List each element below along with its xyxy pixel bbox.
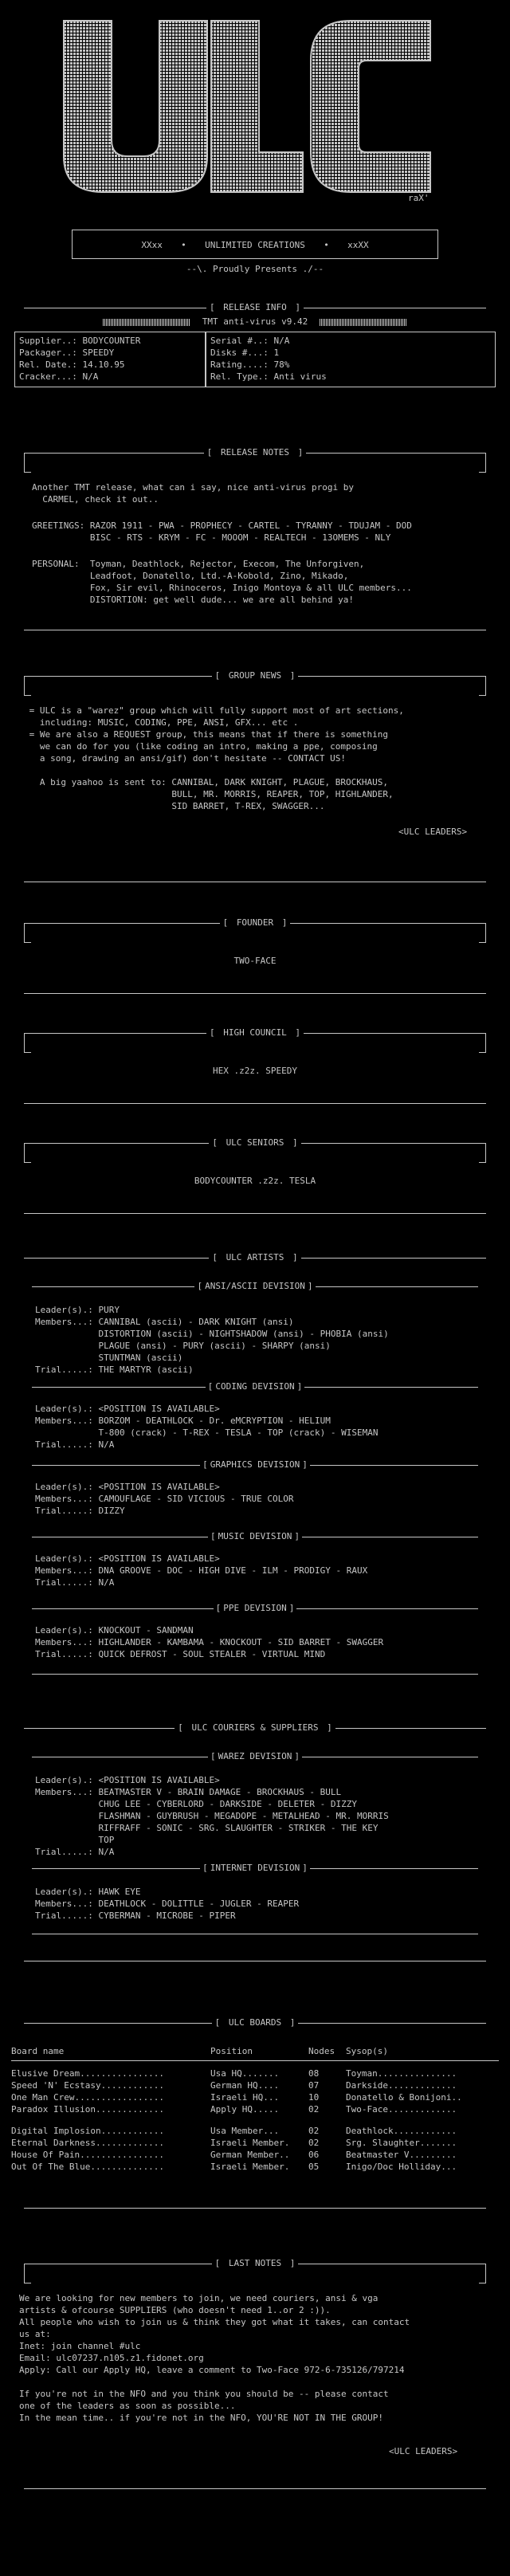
board-position: Apply HQ..... <box>210 2104 280 2115</box>
board-sysops: Donatello & Bonijoni.. <box>346 2092 462 2103</box>
board-nodes: 02 <box>308 2138 320 2148</box>
ppe-division-body: Leader(s).: KNOCKOUT - SANDMAN Members...: HIGHLANDER - KAMBAMA - KNOCKOUT - SID BARRET - SWAGGER Trial.....: QUICK DEFROST - SOUL STEALER - VIRTUAL MIND <box>35 1625 384 1659</box>
board-name: Out Of The Blue.............. <box>11 2162 165 2172</box>
artists-title: ULC ARTISTS <box>223 1252 288 1262</box>
board-sysops: Deathlock............ <box>346 2126 457 2136</box>
board-row <box>11 2125 499 2137</box>
warez-division-title: WAREZ DEVISION <box>216 1751 295 1761</box>
board-row <box>11 2149 499 2161</box>
board-row <box>11 2091 499 2103</box>
personal-greets: PERSONAL: Toyman, Deathlock, Rejector, Execom, The Unforgiven, Leadfoot, Donatello, Ltd.-A-Kobold, Zino, Mikado, Fox, Sir evil, Rhinoceros, Inigo Montoya & all ULC members... DISTORTION: get well dude... we are all behind ya! <box>32 559 412 605</box>
board-name: Speed 'N' Ecstasy............ <box>11 2080 165 2091</box>
logo-tag: raX' <box>408 193 430 203</box>
last-notes-title: LAST NOTES <box>226 2258 284 2268</box>
board-nodes: 02 <box>308 2126 320 2136</box>
board-nodes: 06 <box>308 2150 320 2160</box>
release-notes-title: RELEASE NOTES <box>218 447 292 457</box>
board-name: Paradox Illusion............. <box>11 2104 165 2115</box>
board-nodes: 07 <box>308 2080 320 2091</box>
board-sysops: Inigo/Doc Holliday... <box>346 2162 457 2172</box>
board-position: German HQ.... <box>210 2080 280 2091</box>
board-nodes: 10 <box>308 2092 320 2103</box>
boards-header-row <box>11 2045 499 2057</box>
header-board: Board name <box>11 2046 65 2056</box>
board-position: Israeli HQ... <box>210 2092 280 2103</box>
artists-section: [ ULC ARTISTS ] [ ANSI/ASCII DEVISION ] Leader(s).: PURY Members...: CANNIBAL (ascii) - DARK KNIGHT (ansi) DISTORTION (ascii) - NIGHTSHADOW (ansi) - PHOBIA (ansi) PLAGUE (ansi) - PURY (ascii) - SHARPY (ansi) STUNTMAN (ascii) Trial.....: THE MARTYR (ascii) [ CODING DEVISION ] Leader(s).: <POSITION IS AVAILABLE> Members...: BORZOM - DEATHLOCK - Dr. eMCRYPTION - HELIUM T-800 (crack) - T-REX - TESLA - TOP (crack) - WISEMAN Trial.....: N/A [ GRAPHICS DEVISION ] Leader(s).: <POSITION IS AVAILABLE> Members...: CAMOUFLAGE - SID VICIOUS - TRUE COLOR Trial.....: DIZZY [ MUSIC DEVISION ] Leader(s).: <POSITION IS AVAILABLE> Members...: DNA GROOVE - DOC - HIGH DIVE - ILM - PRODIGY - RAUX Trial.....: N/A [ PPE DEVISION ] Leader(s).: KNOCKOUT - SANDMAN Members...: HIGHLANDER - KAMBAMA - KNOCKOUT - SID BARRET - SWAGGER Trial.....: QUICK DEFROST - SOUL STEALER - VIRTUAL MIND <box>0 1251 510 1698</box>
presents-line: --\. Proudly Presents ./-- <box>186 264 324 274</box>
internet-division-title: INTERNET DEVISION <box>208 1863 303 1873</box>
board-name: House Of Pain................ <box>11 2150 165 2160</box>
last-notes-section: [ LAST NOTES ] We are looking for new members to join, we need couriers, ansi & vga artists & ofcourse SUPPLIERS (who doesn't need 1..or 2 :)). All people who wish to join us & think they got what it takes, can contact us at: Inet: join channel #ulc Email: ulc07237.n105.z1.fidonet.org Apply: Call our Apply HQ, leave a comment to Two-Face 972-6-735126/797214 If you're not in the NFO and you think you should be -- please contact one of the leaders as soon as possible... In the mean time.. if you're not in the NFO, YOU'RE NOT IN THE GROUP! <ULC LEADERS> <box>0 2257 510 2560</box>
board-position: Israeli Member. <box>210 2138 290 2148</box>
boards-group-members <box>11 2125 499 2173</box>
board-nodes: 05 <box>308 2162 320 2172</box>
boards-title: ULC BOARDS <box>226 2017 284 2028</box>
board-position: Israeli Member. <box>210 2162 290 2172</box>
founder-section: [ FOUNDER ] TWO-FACE <box>0 917 510 1004</box>
type-value: Anti virus <box>273 371 327 382</box>
release-info-title: RELEASE INFO <box>220 302 289 312</box>
release-notes-intro: Another TMT release, what can i say, nice anti-virus progi by CARMEL, check it out.. <box>32 482 354 505</box>
packager-value: SPEEDY <box>82 348 115 358</box>
board-sysops: Toyman............... <box>346 2068 457 2079</box>
coding-division-body: Leader(s).: <POSITION IS AVAILABLE> Members...: BORZOM - DEATHLOCK - Dr. eMCRYPTION - HELIUM T-800 (crack) - T-REX - TESLA - TOP (crack) - WISEMAN Trial.....: N/A <box>35 1404 379 1450</box>
group-news-sign: <ULC LEADERS> <box>398 827 468 837</box>
board-position: Usa HQ....... <box>210 2068 280 2079</box>
music-division-body: Leader(s).: <POSITION IS AVAILABLE> Members...: DNA GROOVE - DOC - HIGH DIVE - ILM - PRODIGY - RAUX Trial.....: N/A <box>35 1553 368 1588</box>
last-notes-body: We are looking for new members to join, we need couriers, ansi & vga artists & ofcourse SUPPLIERS (who doesn't need 1..or 2 :)). All people who wish to join us & think they got what it takes, can contact us at: Inet: join channel #ulc Email: ulc07237.n105.z1.fidonet.org Apply: Call our Apply HQ, leave a comment to Two-Face 972-6-735126/797214 If you're not in the NFO and you think you should be -- please contact one of the leaders as soon as possible... In the mean time.. if you're not in the NFO, YOU'RE NOT IN THE GROUP! <box>19 2293 410 2423</box>
header-nodes: Nodes <box>308 2046 335 2056</box>
banner-right: xxXX <box>347 240 369 250</box>
board-sysops: Two-Face............. <box>346 2104 457 2115</box>
release-info-section: [ RELEASE INFO ] TMT anti-virus v9.42 Supplier..: BODYCOUNTER Packager..: SPEEDY Rel. Date.: 14.10.95 Cracker...: N/A Serial #..: N/A Disks #...: 1 Rating....: 78% Rel. Type.: Anti virus <box>0 301 510 397</box>
board-name: Eternal Darkness............. <box>11 2138 165 2148</box>
board-name: Digital Implosion............ <box>11 2126 165 2136</box>
council-title: HIGH COUNCIL <box>220 1027 289 1038</box>
board-name: Elusive Dream................ <box>11 2068 165 2079</box>
last-notes-sign: <ULC LEADERS> <box>389 2446 458 2456</box>
boards-group-hq <box>11 2067 499 2115</box>
product-name: TMT anti-virus v9.42 <box>202 316 308 327</box>
release-info-right: Serial #..: N/A Disks #...: 1 Rating....: 78% Rel. Type.: Anti virus <box>210 336 327 382</box>
ansi-division-body: Leader(s).: PURY Members...: CANNIBAL (ascii) - DARK KNIGHT (ansi) DISTORTION (ascii) - NIGHTSHADOW (ansi) - PHOBIA (ansi) PLAGUE (ansi) - PURY (ascii) - SHARPY (ansi) STUNTMAN (ascii) Trial.....: THE MARTYR (ascii) <box>35 1305 389 1375</box>
board-row <box>11 2137 499 2149</box>
release-notes-section: [ RELEASE NOTES ] Another TMT release, what can i say, nice anti-virus progi by CARMEL, check it out.. GREETINGS: RAZOR 1911 - PWA - PROPHECY - CARTEL - TYRANNY - TDUJAM - DOD BISC - RTS - KRYM - FC - MOOOM - REALTECH - 13OMEMS - NLY PERSONAL: Toyman, Deathlock, Rejector, Execom, The Unforgiven, Leadfoot, Donatello, Ltd.-A-Kobold, Zino, Mikado, Fox, Sir evil, Rhinoceros, Inigo Montoya & all ULC members... DISTORTION: get well dude... we are all behind ya! <box>0 446 510 638</box>
boards-table <box>11 2045 499 2173</box>
board-position: Usa Member... <box>210 2126 280 2136</box>
group-news-section: [ GROUP NEWS ] = ULC is a "warez" group which will fully support most of art sections, including: MUSIC, CODING, PPE, ANSI, GFX... etc . = We are also a REQUEST group, this means that if there is something we can do for you (like coding an intro, making a ppe, composing a song, drawing an ansi/gif) don't hesitate -- CONTACT US! A big yaahoo is sent to: CANNIBAL, DARK KNIGHT, PLAGUE, BROCKHAUS, BULL, MR. MORRIS, REAPER, TOP, HIGHLANDER, SID BARRET, T-REX, SWAGGER... <ULC LEADERS> <box>0 670 510 901</box>
board-sysops: Beatmaster V......... <box>346 2150 457 2160</box>
board-nodes: 02 <box>308 2104 320 2115</box>
banner: XXxx • UNLIMITED CREATIONS • xxXX --\. Proudly Presents ./-- <box>0 223 510 287</box>
graphics-division-body: Leader(s).: <POSITION IS AVAILABLE> Members...: CAMOUFLAGE - SID VICIOUS - TRUE COLOR Trial.....: DIZZY <box>35 1482 294 1516</box>
board-sysops: Srg. Slaughter....... <box>346 2138 457 2148</box>
board-row <box>11 2079 499 2091</box>
couriers-section: [ ULC COURIERS & SUPPLIERS ] [ WAREZ DEVISION ] Leader(s).: <POSITION IS AVAILABLE> Members...: BEATMASTER V - BRAIN DAMAGE - BROCKHAUS - BULL CHUG LEE - CYBERLORD - DARKSIDE - DELETER - DIZZY FLASHMAN - GUYBRUSH - MEGADOPE - METALHEAD - MR. MORRIS RIFFRAFF - SONIC - SRG. SLAUGHTER - STRIKER - THE KEY TOP Trial.....: N/A [ INTERNET DEVISION ] Leader(s).: HAWK EYE Members...: DEATHLOCK - DOLITTLE - JUGLER - REAPER Trial.....: CYBERMAN - MICROBE - PIPER <box>0 1722 510 1985</box>
group-news-title: GROUP NEWS <box>226 670 284 681</box>
warez-division-body: Leader(s).: <POSITION IS AVAILABLE> Members...: BEATMASTER V - BRAIN DAMAGE - BROCKHAUS - BULL CHUG LEE - CYBERLORD - DARKSIDE - DELETER - DIZZY FLASHMAN - GUYBRUSH - MEGADOPE - METALHEAD - MR. MORRIS RIFFRAFF - SONIC - SRG. SLAUGHTER - STRIKER - THE KEY TOP Trial.....: N/A <box>35 1775 389 1857</box>
date-value: 14.10.95 <box>82 359 125 370</box>
seniors-names: BODYCOUNTER .z2z. TESLA <box>194 1176 316 1186</box>
group-news-body: = ULC is a "warez" group which will fully support most of art sections, including: MUSIC, CODING, PPE, ANSI, GFX... etc . = We are also a REQUEST group, this means that if there is something we can do for you (like coding an intro, making a ppe, composing a song, drawing an ansi/gif) don't hesitate -- CONTACT US! A big yaahoo is sent to: CANNIBAL, DARK KNIGHT, PLAGUE, BROCKHAUS, BULL, MR. MORRIS, REAPER, TOP, HIGHLANDER, SID BARRET, T-REX, SWAGGER... <box>29 705 404 811</box>
board-nodes: 08 <box>308 2068 320 2079</box>
graphics-division-title: GRAPHICS DEVISION <box>208 1459 303 1470</box>
founder-name: TWO-FACE <box>233 956 277 966</box>
council-section: [ HIGH COUNCIL ] HEX .z2z. SPEEDY <box>0 1027 510 1114</box>
serial-value: N/A <box>273 336 290 346</box>
board-row <box>11 2161 499 2173</box>
banner-title: UNLIMITED CREATIONS <box>205 240 305 250</box>
board-row <box>11 2103 499 2115</box>
release-info-left: Supplier..: BODYCOUNTER Packager..: SPEEDY Rel. Date.: 14.10.95 Cracker...: N/A <box>19 336 141 382</box>
greetings: GREETINGS: RAZOR 1911 - PWA - PROPHECY - CARTEL - TYRANNY - TDUJAM - DOD BISC - RTS - KRYM - FC - MOOOM - REALTECH - 13OMEMS - NLY <box>32 520 412 543</box>
seniors-title: ULC SENIORS <box>223 1137 288 1148</box>
board-row <box>11 2067 499 2079</box>
founder-title: FOUNDER <box>233 917 277 928</box>
header-sysops: Sysop(s) <box>346 2046 388 2056</box>
disks-value: 1 <box>273 348 280 358</box>
header-position: Position <box>210 2046 253 2056</box>
couriers-title: ULC COURIERS & SUPPLIERS <box>189 1722 322 1733</box>
music-division-title: MUSIC DEVISION <box>216 1531 295 1541</box>
ansi-division-title: ANSI/ASCII DEVISION <box>202 1281 308 1291</box>
boards-section: [ ULC BOARDS ] Board name Position Nodes Sysop(s) Elusive Dream................ Usa HQ....... 08 Toyman............... Speed 'N' Ecstasy............ German HQ.... 07 Darkside............. One Man Crew................. Israeli HQ... 10 Donatello & Bonijoni.. Paradox Illusion............. Apply HQ..... 02 Two-Face............. Digital Implosion............ Usa Member... 02 Deathlock............ Eternal Darkness............. Israeli Member. 02 Srg. Slaughter....... House Of Pain................ German Member.. 06 Beatmaster V......... Out Of The Blue.............. Israeli Member. 05 Inigo/Doc Holliday... <box>0 2016 510 2224</box>
cracker-value: N/A <box>82 371 99 382</box>
coding-division-title: CODING DEVISION <box>213 1381 296 1392</box>
seniors-section: [ ULC SENIORS ] BODYCOUNTER .z2z. TESLA <box>0 1137 510 1224</box>
rating-value: 78% <box>273 359 290 370</box>
ulc-logo <box>48 5 446 204</box>
banner-left: XXxx <box>141 240 163 250</box>
board-name: One Man Crew................. <box>11 2092 165 2103</box>
ppe-division-title: PPE DEVISION <box>221 1603 288 1613</box>
board-position: German Member.. <box>210 2150 290 2160</box>
supplier-value: BODYCOUNTER <box>82 336 141 346</box>
board-sysops: Darkside............. <box>346 2080 457 2091</box>
council-names: HEX .z2z. SPEEDY <box>213 1066 297 1076</box>
internet-division-body: Leader(s).: HAWK EYE Members...: DEATHLOCK - DOLITTLE - JUGLER - REAPER Trial.....: CYBERMAN - MICROBE - PIPER <box>35 1887 300 1921</box>
